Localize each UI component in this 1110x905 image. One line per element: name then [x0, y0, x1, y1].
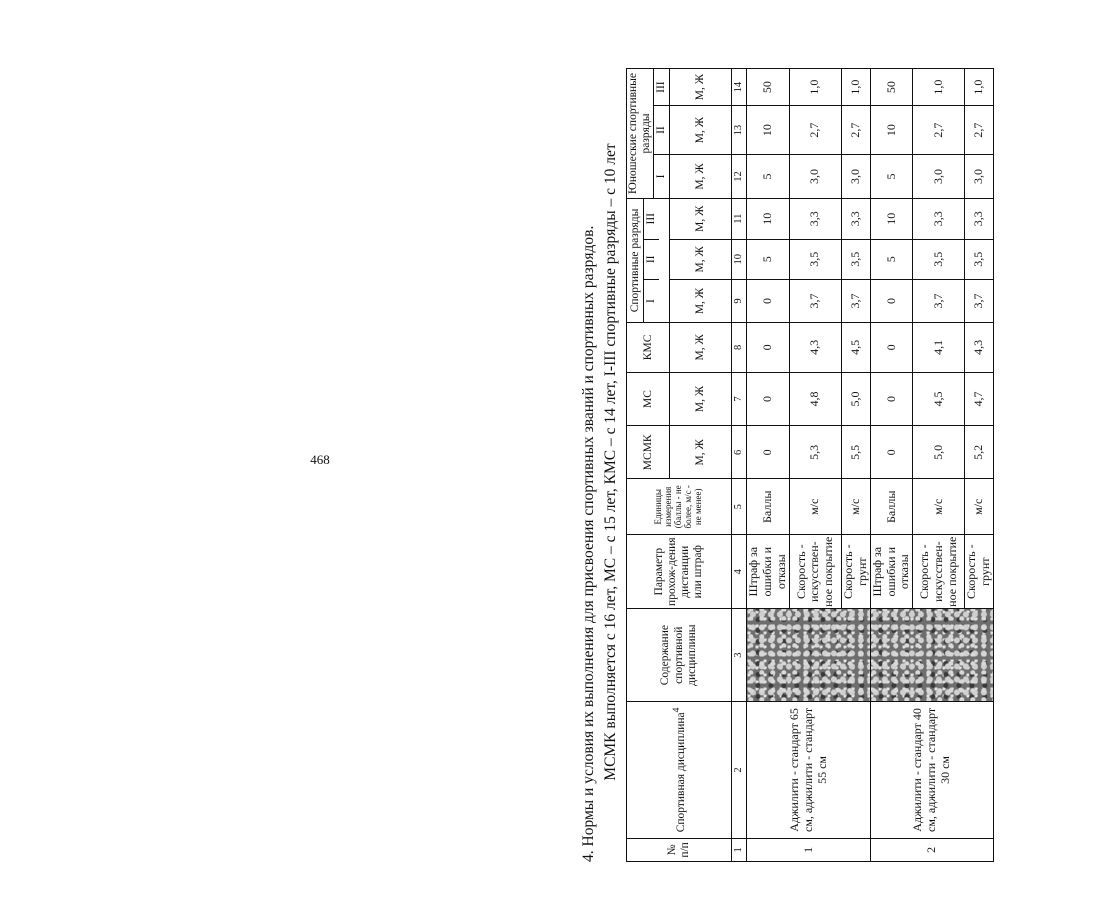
value-cell: 4,5	[841, 322, 870, 372]
value-cell: 5	[747, 154, 789, 198]
value-cell: 5,0	[913, 426, 965, 479]
value-cell: 3,7	[841, 280, 870, 323]
norms-table	[626, 68, 994, 862]
value-cell: 3,5	[913, 239, 965, 280]
value-cell: 5,5	[841, 426, 870, 479]
value-cell: 5	[870, 154, 912, 198]
unit-cell: м/с	[913, 479, 965, 535]
value-cell: 10	[747, 198, 789, 239]
value-cell: 4,5	[913, 372, 965, 425]
unit-cell: м/с	[841, 479, 870, 535]
content-redacted	[870, 609, 993, 702]
col-number: 2	[732, 702, 747, 839]
col-number: 6	[732, 426, 747, 479]
col-number: 4	[732, 535, 747, 609]
value-cell: 4,3	[789, 322, 841, 372]
gender-youth-1: М, Ж	[670, 154, 732, 198]
value-cell: 3,3	[789, 198, 841, 239]
header-ms: МС	[627, 372, 670, 425]
value-cell: 3,3	[965, 198, 994, 239]
header-youth-ranks: Юношеские спортивные разряды	[627, 69, 654, 199]
sport-rank-2: II	[644, 240, 659, 281]
value-cell: 3,7	[965, 280, 994, 323]
header-number: № п/п	[627, 838, 732, 861]
header-discipline: Спортивная дисциплина$^4$	[627, 702, 732, 839]
unit-cell: Баллы	[747, 479, 789, 535]
value-cell: 50	[870, 69, 912, 106]
table-row	[870, 69, 912, 862]
value-cell: 3,5	[965, 239, 994, 280]
col-number: 7	[732, 372, 747, 425]
col-number: 8	[732, 322, 747, 372]
col-number: 14	[732, 69, 747, 106]
col-number: 5	[732, 479, 747, 535]
value-cell: 1,0	[789, 69, 841, 106]
value-cell: 3,5	[841, 239, 870, 280]
content-redacted	[747, 609, 870, 702]
header-youth-1: I	[654, 154, 670, 198]
col-number: 12	[732, 154, 747, 198]
col-number: 10	[732, 239, 747, 280]
value-cell: 10	[870, 198, 912, 239]
gender-rank-3: М, Ж	[670, 198, 732, 239]
col-number: 9	[732, 280, 747, 323]
value-cell: 3,3	[913, 198, 965, 239]
value-cell: 3,7	[913, 280, 965, 323]
value-cell: 3,3	[841, 198, 870, 239]
parameter-cell: Скорость - грунт	[965, 535, 994, 609]
value-cell: 1,0	[841, 69, 870, 106]
value-cell: 0	[747, 322, 789, 372]
header-kms: КМС	[627, 322, 670, 372]
rotated-content	[580, 62, 1110, 862]
value-cell: 4,3	[965, 322, 994, 372]
value-cell: 50	[747, 69, 789, 106]
unit-cell: м/с	[789, 479, 841, 535]
row-number: 2	[870, 838, 993, 861]
gender-youth-2: М, Ж	[670, 106, 732, 155]
header-msmk: МСМК	[627, 426, 670, 479]
header-youth-2: II	[654, 106, 670, 155]
col-number: 11	[732, 198, 747, 239]
value-cell: 1,0	[965, 69, 994, 106]
value-cell: 3,0	[965, 154, 994, 198]
value-cell: 1,0	[913, 69, 965, 106]
header-youth-3: III	[654, 69, 670, 106]
gender-ms: М, Ж	[670, 372, 732, 425]
gender-rank-1: М, Ж	[670, 280, 732, 323]
value-cell: 2,7	[789, 106, 841, 155]
value-cell: 3,0	[789, 154, 841, 198]
value-cell: 0	[747, 372, 789, 425]
value-cell: 3,5	[789, 239, 841, 280]
col-number: 1	[732, 838, 747, 861]
value-cell: 5	[870, 239, 912, 280]
value-cell: 2,7	[913, 106, 965, 155]
value-cell: 3,0	[913, 154, 965, 198]
column-numbers-row	[732, 69, 747, 862]
section-title: 4. Нормы и условия их выполнения для присвоения спортивных званий и спортивных разрядов.	[580, 225, 597, 862]
value-cell: 3,0	[841, 154, 870, 198]
gender-msmk: М, Ж	[670, 426, 732, 479]
value-cell: 5,0	[841, 372, 870, 425]
value-cell: 10	[870, 106, 912, 155]
value-cell: 10	[747, 106, 789, 155]
sport-rank-3: III	[644, 199, 659, 240]
value-cell: 4,7	[965, 372, 994, 425]
value-cell: 5,3	[789, 426, 841, 479]
value-cell: 0	[870, 372, 912, 425]
discipline-name: Аджилити - стандарт 65 см, аджилити - стандарт 55 см	[747, 702, 870, 839]
sport-ranks-title: Спортивные разряды	[629, 208, 641, 313]
value-cell: 4,8	[789, 372, 841, 425]
value-cell: 3,7	[789, 280, 841, 323]
header-parameter: Параметр прохож-дения дистанции или штраф	[627, 535, 732, 609]
parameter-cell: Скорость - искусствен-ное покрытие	[913, 535, 965, 609]
header-sport-ranks	[627, 198, 670, 322]
value-cell: 0	[870, 322, 912, 372]
parameter-cell: Скорость - грунт	[841, 535, 870, 609]
value-cell: 0	[870, 426, 912, 479]
table-row	[747, 69, 789, 862]
header-units: Единицы измерения (баллы - не более, м/с - не менее)	[627, 479, 732, 535]
parameter-cell: Скорость - искусствен-ное покрытие	[789, 535, 841, 609]
col-number: 3	[732, 609, 747, 702]
gender-youth-3: М, Ж	[670, 69, 732, 106]
parameter-cell: Штраф за ошибки и отказы	[747, 535, 789, 609]
value-cell: 5,2	[965, 426, 994, 479]
unit-cell: Баллы	[870, 479, 912, 535]
section-subtitle: МСМК выполняется с 16 лет, МС – с 15 лет, КМС – с 14 лет, I-III спортивные разряды – с 10 лет	[602, 143, 619, 781]
value-cell: 4,1	[913, 322, 965, 372]
value-cell: 0	[747, 426, 789, 479]
value-cell: 0	[870, 280, 912, 323]
parameter-cell: Штраф за ошибки и отказы	[870, 535, 912, 609]
row-number: 1	[747, 838, 870, 861]
gender-kms: М, Ж	[670, 322, 732, 372]
value-cell: 0	[747, 280, 789, 323]
value-cell: 5	[747, 239, 789, 280]
value-cell: 2,7	[965, 106, 994, 155]
page-number: 468	[310, 452, 330, 467]
discipline-name: Аджилити - стандарт 40 см, аджилити - стандарт 30 см	[870, 702, 993, 839]
col-number: 13	[732, 106, 747, 155]
value-cell: 2,7	[841, 106, 870, 155]
header-content: Содержание спортивной дисциплины	[627, 609, 732, 702]
sport-rank-1: I	[645, 299, 657, 303]
gender-rank-2: М, Ж	[670, 239, 732, 280]
unit-cell: м/с	[965, 479, 994, 535]
